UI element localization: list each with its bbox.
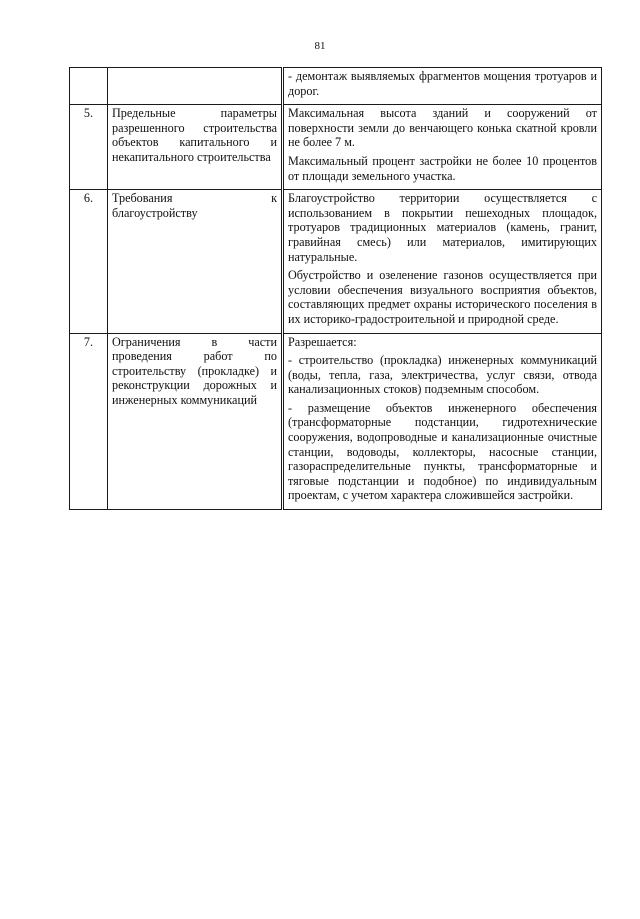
row-number-cell: 7. xyxy=(70,333,108,510)
value-paragraph: - демонтаж выявляемых фрагментов мощения тротуаров и дорог. xyxy=(288,69,597,98)
value-cell xyxy=(283,333,602,510)
table-row-6 xyxy=(70,190,602,333)
parameter-word: к xyxy=(271,191,277,206)
parameter-text: благоустройству xyxy=(112,205,198,220)
value-cell xyxy=(283,190,602,333)
value-cell xyxy=(283,105,602,190)
parameter-cell xyxy=(108,333,283,510)
value-paragraph: - размещение объектов инженерного обеспечения (трансформаторные подстанции, гидротехнические сооружения, водопроводные и канализационные очистные станции, водоводы, коллекторы, насосные станции, газораспределительные пункты, трансформаторные и тяговые подстанции и подобное) по индивидуальным проектам, с учетом характера сложившейся застройки. xyxy=(288,400,597,503)
regulations-table xyxy=(69,67,602,510)
value-paragraph: Максимальный процент застройки не более 10 процентов от площади земельного участка. xyxy=(288,153,597,183)
table-row-5 xyxy=(70,105,602,190)
value-paragraph: Обустройство и озеленение газонов осуществляется при условии обеспечения визуального восприятия объектов, составляющих предмет охраны исторического поселения в их историко-градостроительной и природной среде. xyxy=(288,268,597,326)
row-number-cell: 6. xyxy=(70,190,108,333)
parameter-text: Ограничения в части проведения работ по строительству (прокладке) и реконструкции дорожных и инженерных коммуникаций xyxy=(112,334,277,407)
parameter-first-line xyxy=(112,191,277,206)
row-number-cell xyxy=(70,68,108,105)
row-number-cell: 5. xyxy=(70,105,108,190)
value-paragraph: Разрешается: xyxy=(288,334,357,349)
value-paragraph: Благоустройство территории осуществляется с использованием в покрытии пешеходных площадок, тротуаров традиционных материалов (камень, гранит, гравийная смесь) или материалов, имитирующих натуральные. xyxy=(288,191,597,264)
parameter-word: Требования xyxy=(112,191,173,206)
value-cell xyxy=(283,68,602,105)
table-row-7 xyxy=(70,333,602,510)
parameter-cell xyxy=(108,105,283,190)
page-number: 81 xyxy=(314,40,326,52)
parameter-text: Предельные параметры разрешенного строительства объектов капитального и некапитального строительства xyxy=(112,106,277,164)
value-paragraph: Максимальная высота зданий и сооружений от поверхности земли до венчающего конька скатной кровли не более 7 м. xyxy=(288,106,597,150)
parameter-cell xyxy=(108,190,283,333)
value-paragraph: - строительство (прокладка) инженерных коммуникаций (воды, тепла, газа, электричества, услуг связи, отвода канализационных стоков) подземным способом. xyxy=(288,353,597,397)
parameter-cell xyxy=(108,68,283,105)
table-row-continuation xyxy=(70,68,602,105)
